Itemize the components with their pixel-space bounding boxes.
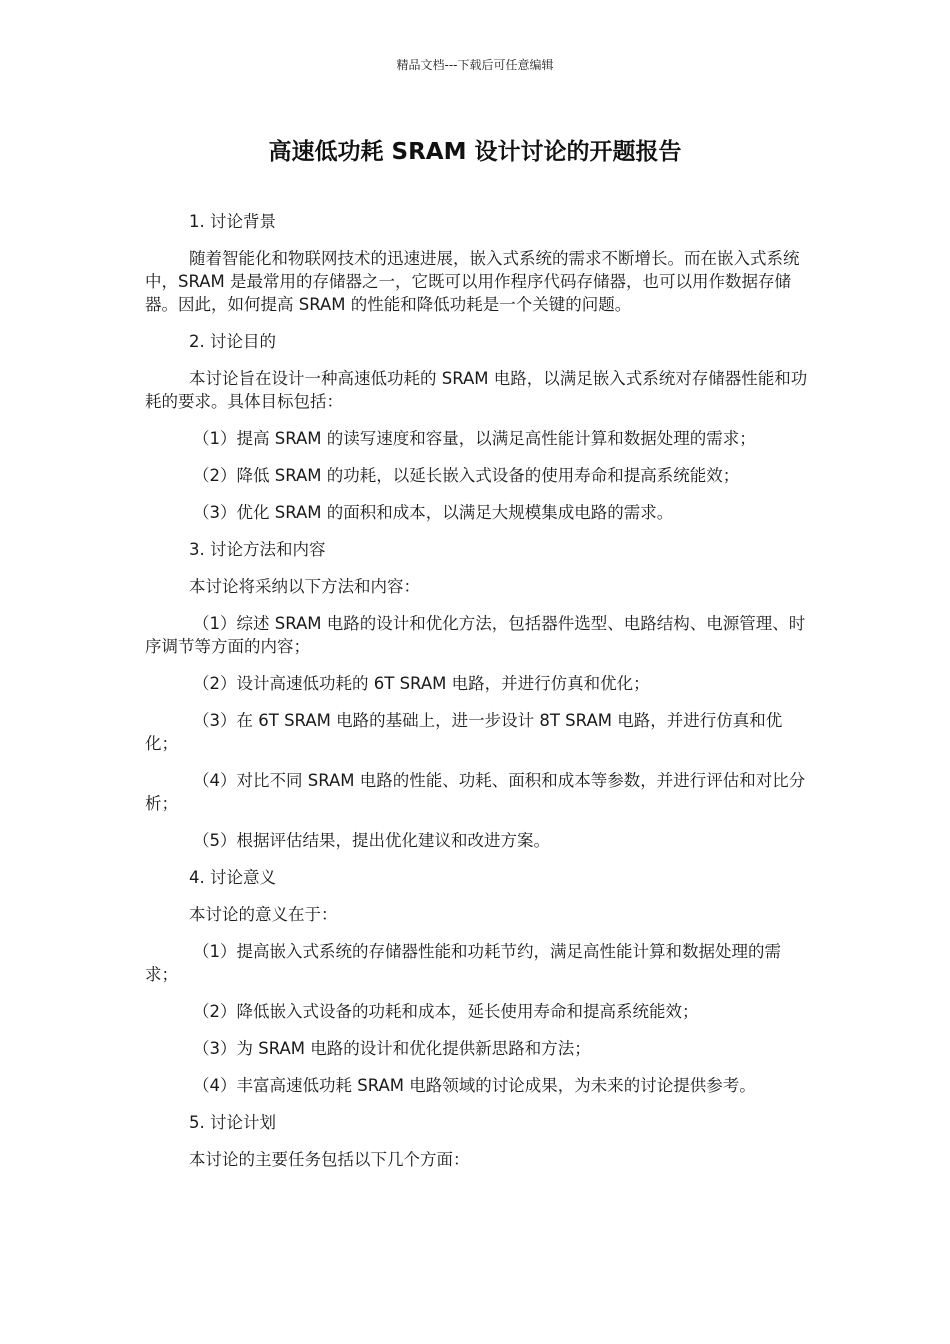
list-item: （1）综述 SRAM 电路的设计和优化方法，包括器件选型、电路结构、电源管理、时序调节等方面的内容； <box>145 614 806 656</box>
list-item: （3）在 6T SRAM 电路的基础上，进一步设计 8T SRAM 电路，并进行仿真和优化； <box>145 711 783 753</box>
list-item: （1）提高 SRAM 的读写速度和容量，以满足高性能计算和数据处理的需求； <box>193 429 756 448</box>
list-item: （4）丰富高速低功耗 SRAM 电路领域的讨论成果，为未来的讨论提供参考。 <box>193 1076 756 1095</box>
list-item: （5）根据评估结果，提出优化建议和改进方案。 <box>193 831 550 850</box>
list-item: （1）提高嵌入式系统的存储器性能和功耗节约，满足高性能计算和数据处理的需求； <box>145 942 781 984</box>
section-heading-significance: 4. 讨论意义 <box>189 868 276 887</box>
document-body <box>145 210 813 1185</box>
list-item: （2）降低嵌入式设备的功耗和成本，延长使用寿命和提高系统能效； <box>193 1002 699 1021</box>
section-heading-background: 1. 讨论背景 <box>189 212 276 231</box>
list-item: （3）为 SRAM 电路的设计和优化提供新思路和方法； <box>193 1039 591 1058</box>
list-item: （2）设计高速低功耗的 6T SRAM 电路，并进行仿真和优化； <box>193 674 650 693</box>
document-title: 高速低功耗 SRAM 设计讨论的开题报告 <box>268 139 682 165</box>
list-item: （2）降低 SRAM 的功耗，以延长嵌入式设备的使用寿命和提高系统能效； <box>193 466 740 485</box>
section-heading-methods: 3. 讨论方法和内容 <box>189 540 326 559</box>
paragraph-purpose: 本讨论旨在设计一种高速低功耗的 SRAM 电路，以满足嵌入式系统对存储器性能和功耗的要求。具体目标包括： <box>145 369 808 411</box>
paragraph-significance: 本讨论的意义在于： <box>189 905 338 924</box>
paragraph-background: 随着智能化和物联网技术的迅速进展，嵌入式系统的需求不断增长。而在嵌入式系统中，SRAM 是最常用的存储器之一，它既可以用作程序代码存储器，也可以用作数据存储器。因此，如何提高 SRAM 的性能和降低功耗是一个关键的问题。 <box>145 249 800 314</box>
paragraph-methods: 本讨论将采纳以下方法和内容： <box>189 577 420 596</box>
section-heading-purpose: 2. 讨论目的 <box>189 332 276 351</box>
paragraph-plan: 本讨论的主要任务包括以下几个方面： <box>189 1150 470 1169</box>
list-item: （3）优化 SRAM 的面积和成本，以满足大规模集成电路的需求。 <box>193 503 674 522</box>
list-item: （4）对比不同 SRAM 电路的性能、功耗、面积和成本等参数，并进行评估和对比分析； <box>145 771 806 813</box>
section-heading-plan: 5. 讨论计划 <box>189 1113 276 1132</box>
header-note: 精品文档---下载后可任意编辑 <box>396 58 554 72</box>
